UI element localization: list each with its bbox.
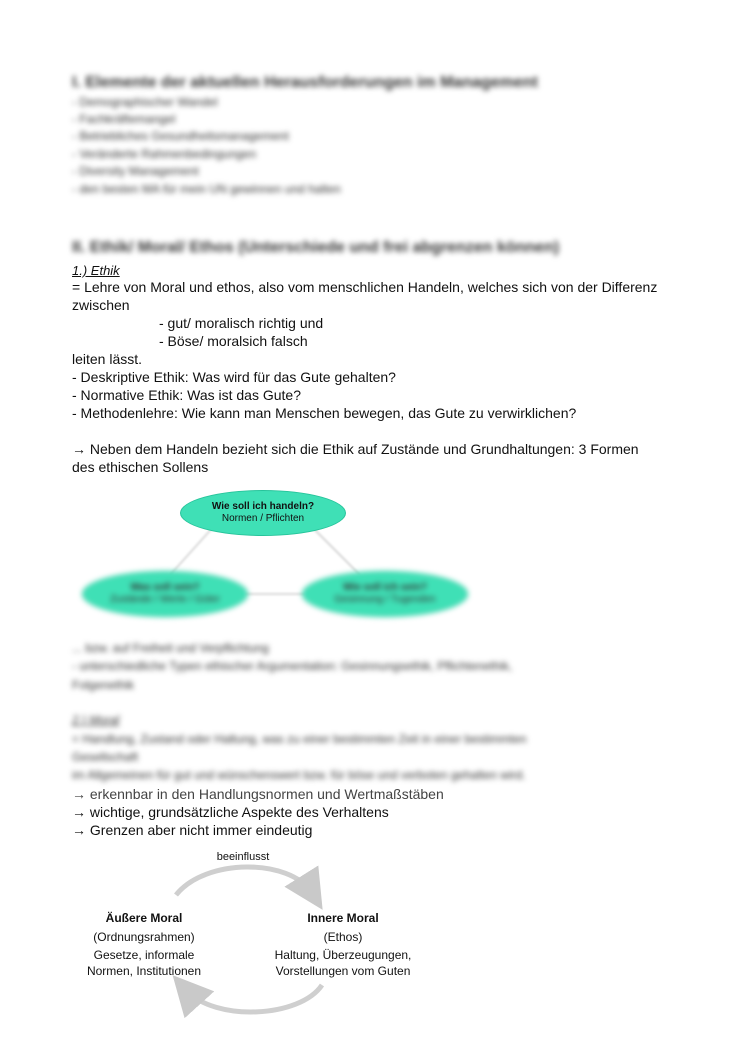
ethik-list-item: - Normative Ethik: Was ist das Gute? [72,387,301,403]
moral-arrow-line: → wichtige, grundsätzliche Aspekte des Verhaltens [72,804,389,820]
ethik-diagram-node-right [302,571,468,617]
section1-item: - Demographischer Wandel [72,95,218,109]
outer-moral-title: Äußere Moral [105,911,183,925]
moral-arrow-line: → erkennbar in den Handlungsnormen und Wertmaßstäben [72,786,444,802]
cycle-arrow-label: beeinflusst [216,851,270,863]
ethik-indent-item: - gut/ moralisch richtig und [159,315,324,331]
section1-heading: I. Elemente der aktuellen Herausforderungen im Management [72,74,538,91]
ethik-after-line: ... bzw. auf Freiheit und Verpflichtung [72,641,269,655]
node-title: Wie soll ich handeln? [211,501,315,512]
ethik-arrow-line: → Neben dem Handeln bezieht sich die Ethik auf Zustände und Grundhaltungen: 3 Formen [72,441,639,457]
ethik-definition-line: zwischen [72,297,130,313]
ethik-definition-line: = Lehre von Moral und ethos, also vom menschlichen Handeln, welches sich von der Differenz [72,279,658,295]
ethik-list-item: - Methodenlehre: Wie kann man Menschen bewegen, das Gute zu verwirklichen? [72,405,577,421]
ethik-definition-line: leiten lässt. [72,351,143,367]
node-subtitle: Zustände / Werte / Güter [110,594,220,605]
moral-subheading: 2.) Moral [72,713,120,727]
node-title: Was soll sein? [130,582,200,593]
outer-moral-box [70,910,218,979]
moral-definition-line: Gesellschaft [72,750,139,764]
section1-item: - Betriebliches Gesundheitsmanagement [72,129,289,143]
ethik-subheading: 1.) Ethik [72,263,120,278]
outer-moral-line: Gesetze, informale [93,948,195,962]
inner-moral-line: Haltung, Überzeugungen, [274,948,412,962]
section1-item: - den besten MA für mein UN gewinnen und halten [72,182,341,196]
section1-item: - Diversity Management [72,164,199,178]
ethik-after-line: - unterschiedliche Typen ethischer Argumentation: Gesinnungsethik, Pflichtenethik, [72,659,513,673]
section2-heading: II. Ethik/ Moral/ Ethos (Unterschiede und frei abgrenzen können) [72,239,560,256]
inner-moral-box [257,910,429,979]
moral-arrow-line: → Grenzen aber nicht immer eindeutig [72,822,313,838]
node-title: Wie soll ich sein? [343,582,427,593]
inner-moral-subtitle: (Ethos) [323,930,363,944]
ethik-list-item: - Deskriptive Ethik: Was wird für das Gute gehalten? [72,369,396,385]
ethik-indent-item: - Böse/ moralsich falsch [159,333,308,349]
ethik-diagram-node-top [180,490,346,536]
inner-moral-line: Vorstellungen vom Guten [275,964,411,978]
outer-moral-subtitle: (Ordnungsrahmen) [93,930,195,944]
inner-moral-title: Innere Moral [307,911,379,925]
ethik-after-line: Folgenethik [72,678,135,692]
node-subtitle: Normen / Pflichten [221,513,305,524]
moral-definition-line: = Handlung, Zustand oder Haltung, was zu einer bestimmten Zeit in einer bestimmten [72,732,527,746]
node-subtitle: Gesinnung / Tugenden [334,594,436,605]
moral-definition-line: im Allgemeinen für gut und wünschenswert bzw. für böse und verboten gehalten wird. [72,768,526,782]
section1-item: - Fachkräftemangel [72,112,176,126]
ethik-diagram-node-left [82,571,248,617]
outer-moral-line: Normen, Institutionen [86,964,202,978]
section1-item: - Veränderte Rahmenbedingungen [72,147,257,161]
ethik-arrow-line: des ethischen Sollens [72,459,209,475]
